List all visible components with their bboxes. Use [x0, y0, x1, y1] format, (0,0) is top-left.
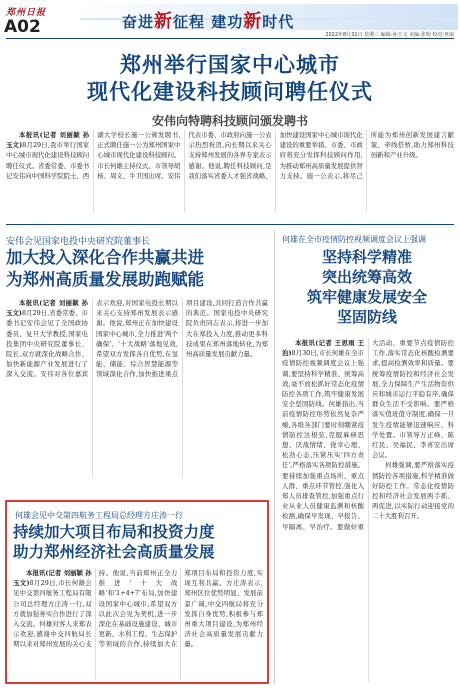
right-top-body — [282, 338, 454, 682]
right-top-closing: 何雄强调,要严格落实疫情防控各项措施,科学精准做好防控工作。常态化疫情防控和经济社会发展两手抓、两促进,以实际行动迎接党的二十大胜利召开。 — [372, 461, 454, 521]
highlighted-article-box — [5, 500, 269, 684]
right-top-title-line2: 突出统筹高效 — [321, 268, 412, 286]
left-top-title — [6, 247, 268, 291]
column-divider — [274, 230, 275, 684]
left-top-paragraph — [6, 298, 268, 380]
slogan-text — [122, 7, 294, 33]
masthead-rule — [6, 38, 454, 39]
slogan-part: 征程 建功 — [173, 13, 244, 31]
bottom-title-line1: 持续加大项目布局和投资力度 — [13, 523, 215, 541]
slogan-new: 新 — [243, 11, 263, 32]
lead-byline: 本报讯(记者 刘丽颖 孙玉文) — [6, 131, 90, 150]
lead-text: 8月29日,我市举行国家中心城市现代化建设科技顾问聘任仪式。省委常委、市委书记安伟向中国科学院院士、西湖大学校长施一公颁发聘书,正式聘任施一公为郑州国家中心城市现代化建设科技顾问。市长何雄主持仪式。市领导胡杨、周义、牛卫国出席。安伟代表市委、市政府向施一公表示热烈祝贺,向长期以来关心支持郑州发展的各界专家表示感谢。他说,聘任科技顾问,是我们落实省委人才强省战略、加快建设国家中心城市现代化建设的重要举措。市委、市政府将充分发挥科技顾问作用,为推动郑州高质量发展提供智力支持。施一公表示,将尽己所能为郑州创新发展建言献策、牵线搭桥,助力郑州科技创新和产业升级。 — [6, 131, 454, 180]
bottom-text: 8月29日,市长何雄会见中交第四航务工程局有限公司总经理方庄涛一行,双方就加强务实合作进行了深入交流。何雄对客人来郑表示欢迎,感谢中交四航局长期以来对郑州发展的关心支持。他说,当前郑州正全力推进'十大战略'和'1+4+7'布局,加快建设国家中心城市,希望双方以此次会见为契机,进一步深化在基础设施建设、城市更新、水利工程、生态保护等领域的合作,持续加大在郑项目布局和投资力度,实现互利共赢。方庄涛表示,郑州区位优势明显、发展前景广阔,中交四航局将充分发挥自身优势,积极参与郑州重大项目建设,为郑州经济社会高质量发展贡献力量。 — [13, 569, 263, 649]
right-top-title-line3: 筑牢健康发展安全 — [306, 288, 427, 306]
page-code: A02 — [4, 17, 41, 37]
newspaper-logo: 郑州日报 — [6, 8, 47, 18]
right-top-kicker: 何雄在全市疫情防控视频调度会议上强调 — [282, 235, 426, 244]
masthead — [0, 0, 460, 38]
lead-title-line1: 郑州举行国家中心城市 — [120, 53, 340, 77]
bottom-title — [13, 522, 265, 562]
lead-subtitle: 安伟向特聘科技顾问颁发聘书 — [151, 114, 308, 128]
left-top-title-line2: 为郑州高质量发展助跑赋能 — [6, 270, 204, 289]
right-top-byline: 本报讯(记者 王思雨 王治) — [282, 339, 364, 358]
lead-paragraph — [6, 130, 454, 181]
lead-title-line2: 现代化建设科技顾问聘任仪式 — [87, 80, 373, 104]
right-top-title-line1: 坚持科学精准 — [321, 248, 412, 266]
bottom-byline: 本报讯(记者 刘丽颖 孙玉文) — [13, 569, 92, 588]
left-top-kicker: 安伟会见国家电投中央研究院董事长 — [6, 237, 151, 247]
slogan-new: 新 — [154, 11, 174, 32]
left-top-text: 8月29日,省委常委、市委书记安伟会见了全国政协委员、复旦大学教授,国家电投集团中央研究院董事长、院长,双方就深化战略合作、加快新能源产业发展进行了深入交流。安伟对各位嘉宾表示欢迎,对国家电投长期以来关心支持郑州发展表示感谢。他说,郑州正在加快建设国家中心城市,全力推进'两个确保'、'十大战略'落地见效,希望双方发挥各自优势,在氢能、储能、综合智慧能源等领域深化合作,加快推进重点项目建设,共同打造合作共赢的典范。国家电投中央研究院负责同志表示,将进一步加大在郑投入力度,推动更多科技成果在郑州落地转化,为郑州高质量发展贡献力量。 — [6, 299, 268, 379]
bottom-title-line2: 助力郑州经济社会高质量发展 — [13, 543, 215, 561]
left-top-body — [6, 298, 268, 478]
left-top-title-line1: 加大投入深化合作共赢共进 — [6, 248, 204, 267]
right-top-title-line4: 坚固防线 — [336, 308, 397, 326]
right-top-title — [282, 247, 452, 327]
issue-info: 2022年8月31日 星期三 编辑:孙玉文 美编:张明 校对:亚丽 — [325, 32, 454, 38]
bottom-body — [13, 568, 263, 680]
bottom-kicker: 何雄会见中交第四航务工程局总经理方庄涛一行 — [15, 511, 183, 520]
left-top-byline: 本报讯(记者 刘丽颖 孙玉文) — [6, 299, 88, 318]
right-top-text: 8月30日,市长何雄在全市疫情防控视频调度会议上强调,要坚持科学精准、统筹高效,毫不放松抓好常态化疫情防控各项工作,筑牢健康发展安全坚固防线。何雄指出,当前疫情防控形势依然复杂严峻,各级各部门要时刻绷紧疫情防控这根弦,克服麻痹思想、厌战情绪、侥幸心理、松劲心态,压紧压实'四方责任',严格落实各项防控措施。要持续加强重点场所、重点人群、重点环节管控,强化入郑人员排查管控,加强重点行业从业人员健康监测和核酸检测,确保早发现、早报告、早隔离、早治疗。要做好重大活动、重要节点疫情防控工作,落实常态化核酸检测要求,提高检测效率和质量。要统筹疫情防控和经济社会发展,全力保障生产生活物资供应和城市运行平稳有序,确保群众生活不受影响。要严格落实值班值守制度,确保一旦发生疫情能够迅速响应、科学处置。市领导万正峰、陈红民、吴福民、李喜安出席会议。 — [282, 339, 454, 531]
page-number — [4, 17, 41, 37]
lead-divider — [6, 224, 454, 225]
lead-body — [6, 130, 454, 212]
slogan-part: 奋进 — [122, 13, 155, 31]
bottom-paragraph — [13, 568, 263, 650]
slogan-part: 时代 — [262, 13, 295, 31]
lead-title — [0, 52, 460, 106]
slogan-banner — [80, 4, 458, 30]
